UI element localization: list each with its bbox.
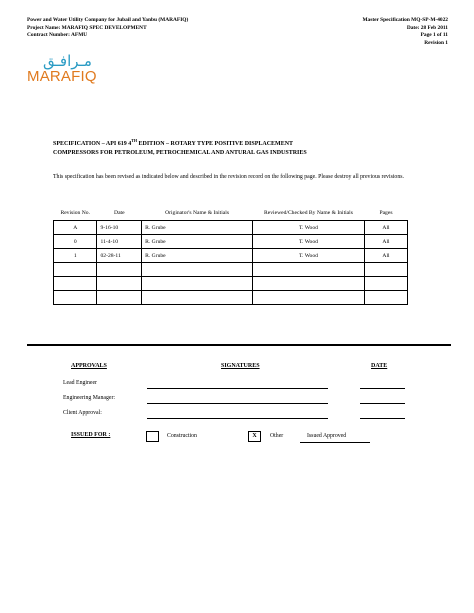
revision-table-header bbox=[54, 209, 408, 221]
table-row bbox=[54, 291, 408, 305]
cell-date: 02-28-11 bbox=[97, 249, 142, 263]
cell-date bbox=[97, 291, 142, 305]
cell-originator: R. Grube bbox=[142, 221, 253, 235]
lead-engineer-label: Lead Engineer bbox=[63, 380, 97, 386]
col-header-reviewed: Reviewed/Checked By Name & Initials bbox=[252, 209, 364, 221]
cell-reviewed bbox=[252, 277, 364, 291]
cell-pages: All bbox=[364, 249, 407, 263]
col-header-pages: Pages bbox=[364, 209, 407, 221]
cell-revision: A bbox=[54, 221, 97, 235]
cell-pages: All bbox=[364, 235, 407, 249]
lead-engineer-date-line[interactable] bbox=[360, 388, 405, 389]
table-row bbox=[54, 221, 408, 235]
cell-date: 9-16-10 bbox=[97, 221, 142, 235]
engineering-manager-signature-line[interactable] bbox=[147, 403, 328, 404]
cell-date bbox=[97, 277, 142, 291]
contract-number: Contract Number: AFMU bbox=[27, 32, 88, 39]
cell-originator: R. Grube bbox=[142, 235, 253, 249]
revision-table bbox=[53, 209, 408, 305]
col-header-date: Date bbox=[97, 209, 142, 221]
other-value-line bbox=[300, 442, 370, 443]
client-approval-signature-line[interactable] bbox=[147, 418, 328, 419]
cell-originator: R. Grube bbox=[142, 249, 253, 263]
signatures-heading: SIGNATURES bbox=[221, 363, 260, 369]
cell-originator bbox=[142, 277, 253, 291]
cell-pages bbox=[364, 277, 407, 291]
logo-latin-text: MARAFIQ bbox=[27, 68, 97, 85]
construction-label: Construction bbox=[167, 433, 197, 439]
company-name: Power and Water Utility Company for Jubail and Yanbu (MARAFIQ) bbox=[27, 17, 189, 23]
cell-reviewed: T. Wood bbox=[252, 249, 364, 263]
other-value: Issued Approved bbox=[307, 433, 347, 439]
spec-date: Date: 28 Feb 2011 bbox=[406, 24, 448, 31]
section-divider bbox=[27, 344, 451, 346]
cell-revision bbox=[54, 277, 97, 291]
cell-reviewed bbox=[252, 291, 364, 305]
project-name: Project Name: MARAFIQ SPEC DEVELOPMENT bbox=[27, 24, 147, 31]
cell-reviewed bbox=[252, 263, 364, 277]
cell-revision: 0 bbox=[54, 235, 97, 249]
cell-date bbox=[97, 263, 142, 277]
cell-pages: All bbox=[364, 221, 407, 235]
cell-reviewed: T. Wood bbox=[252, 221, 364, 235]
other-checkbox[interactable]: X bbox=[248, 431, 261, 442]
col-header-revision: Revision No. bbox=[54, 209, 97, 221]
logo-arabic-text: مـرافـق bbox=[43, 52, 92, 70]
client-approval-label: Client Approval: bbox=[63, 410, 102, 416]
table-row bbox=[54, 249, 408, 263]
client-approval-date-line[interactable] bbox=[360, 418, 405, 419]
engineering-manager-label: Engineering Manager: bbox=[63, 395, 115, 401]
title-line1-pre: SPECIFICATION – API 619 4 bbox=[53, 141, 132, 147]
construction-checkbox[interactable] bbox=[146, 431, 159, 442]
table-row bbox=[54, 235, 408, 249]
cell-reviewed: T. Wood bbox=[252, 235, 364, 249]
table-row bbox=[54, 277, 408, 291]
cell-pages bbox=[364, 263, 407, 277]
header-right bbox=[362, 17, 448, 47]
approvals-heading: APPROVALS bbox=[71, 363, 107, 369]
revision-number: Revision 1 bbox=[424, 39, 448, 46]
other-label: Other bbox=[270, 433, 284, 439]
engineering-manager-date-line[interactable] bbox=[360, 403, 405, 404]
table-row bbox=[54, 263, 408, 277]
cell-originator bbox=[142, 291, 253, 305]
cell-revision bbox=[54, 291, 97, 305]
spec-number: Master Specification MQ-SP-M-4022 bbox=[362, 17, 448, 23]
cell-revision bbox=[54, 263, 97, 277]
document-title bbox=[53, 136, 433, 158]
page-number: Page 1 of 11 bbox=[420, 32, 448, 39]
marafiq-logo bbox=[27, 52, 117, 86]
col-header-originator: Originator's Name & Initials bbox=[142, 209, 253, 221]
title-line1-post: EDITION – ROTARY TYPE POSITIVE DISPLACEMENT bbox=[137, 141, 294, 147]
lead-engineer-signature-line[interactable] bbox=[147, 388, 328, 389]
cell-originator bbox=[142, 263, 253, 277]
intro-paragraph: This specification has been revised as indicated below and described in the revision record on the following page. Please destroy all previous revisions. bbox=[53, 174, 404, 180]
date-heading: DATE bbox=[371, 363, 388, 369]
header-left bbox=[27, 17, 188, 40]
issued-for-label: ISSUED FOR : bbox=[71, 432, 111, 438]
title-line1-sup: TH bbox=[131, 138, 138, 143]
cell-pages bbox=[364, 291, 407, 305]
cell-date: 11-4-10 bbox=[97, 235, 142, 249]
cell-revision: 1 bbox=[54, 249, 97, 263]
title-line2: COMPRESSORS FOR PETROLEUM, PETROCHEMICAL AND ANTURAL GAS INDUSTRIES bbox=[53, 150, 307, 156]
